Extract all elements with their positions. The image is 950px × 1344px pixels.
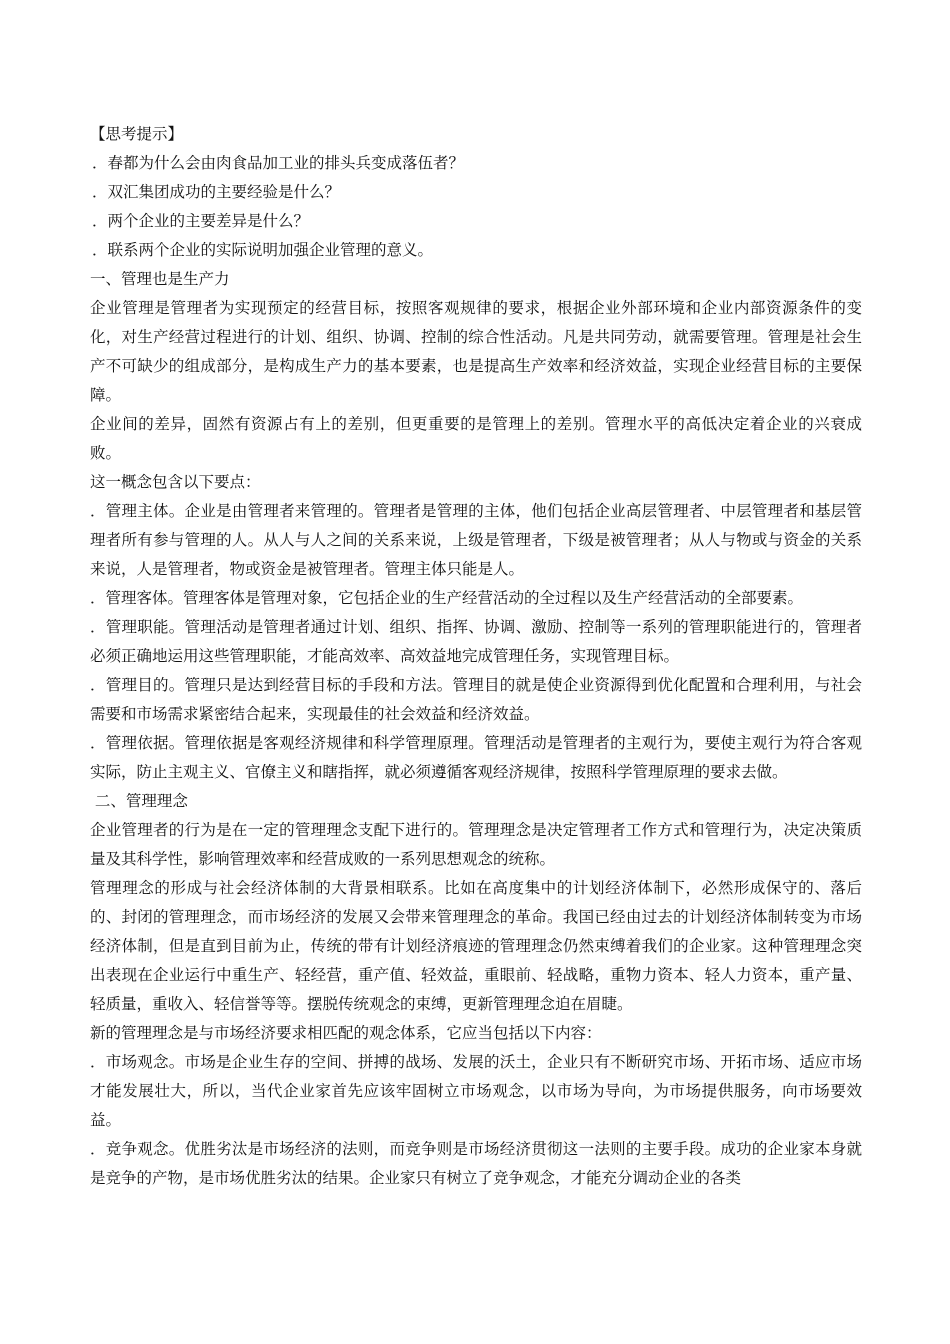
section1-point-4: ．管理目的。管理只是达到经营目标的手段和方法。管理目的就是使企业资源得到优化配置和合理利用，与社会需要和市场需求紧密结合起来，实现最佳的社会效益和经济效益。 [90, 676, 862, 723]
section2-paragraph-2: 管理理念的形成与社会经济体制的大背景相联系。比如在高度集中的计划经济体制下，必然形成保守的、落后的、封闭的管理理念，而市场经济的发展又会带来管理理念的革命。我国已经由过去的计划经济体制转变为市场经济体制，但是直到目前为止，传统的带有计划经济痕迹的管理理念仍然束缚着我们的企业家。这种管理理念突出表现在企业运行中重生产、轻经营，重产值、轻效益，重眼前、轻战略，重物力资本、轻人力资本，重产量、轻质量，重收入、轻信誉等等。摆脱传统观念的束缚，更新管理理念迫在眉睫。 [90, 879, 862, 1013]
document-page [90, 120, 862, 1193]
section2-point-1: ．市场观念。市场是企业生存的空间、拼搏的战场、发展的沃土，企业只有不断研究市场、开拓市场、适应市场才能发展壮大，所以，当代企业家首先应该牢固树立市场观念，以市场为导向，为市场提供服务，向市场要效益。 [90, 1053, 862, 1129]
section1-paragraph-1: 企业管理是管理者为实现预定的经营目标，按照客观规律的要求，根据企业外部环境和企业内部资源条件的变化，对生产经营过程进行的计划、组织、协调、控制的综合性活动。凡是共同劳动，就需要管理。管理是社会生产不可缺少的组成部分，是构成生产力的基本要素，也是提高生产效率和经济效益，实现企业经营目标的主要保障。 [90, 299, 862, 404]
section1-point-3: ．管理职能。管理活动是管理者通过计划、组织、指挥、协调、激励、控制等一系列的管理职能进行的，管理者必须正确地运用这些管理职能，才能高效率、高效益地完成管理任务，实现管理目标。 [90, 618, 862, 665]
section2-point-2: ．竞争观念。优胜劣汰是市场经济的法则，而竞争则是市场经济贯彻这一法则的主要手段。成功的企业家本身就是竞争的产物，是市场优胜劣汰的结果。企业家只有树立了竞争观念，才能充分调动企业的各类 [90, 1140, 862, 1187]
section1-heading: 一、管理也是生产力 [90, 270, 230, 288]
section1-paragraph-3: 这一概念包含以下要点： [90, 473, 261, 491]
section1-point-1: ．管理主体。企业是由管理者来管理的。管理者是管理的主体，他们包括企业高层管理者、中层管理者和基层管理者所有参与管理的人。从人与人之间的关系来说，上级是管理者，下级是被管理者；从人与物或与资金的关系来说，人是管理者，物或资金是被管理者。管理主体只能是人。 [90, 502, 862, 578]
section2-paragraph-1: 企业管理者的行为是在一定的管理理念支配下进行的。管理理念是决定管理者工作方式和管理行为，决定决策质量及其科学性，影响管理效率和经营成败的一系列思想观念的统称。 [90, 821, 862, 868]
hint-item-3: ．两个企业的主要差异是什么？ [92, 212, 310, 230]
section2-heading: 二、管理理念 [90, 792, 188, 810]
section1-paragraph-2: 企业间的差异，固然有资源占有上的差别，但更重要的是管理上的差别。管理水平的高低决定着企业的兴衰成败。 [90, 415, 862, 462]
section1-point-5: ．管理依据。管理依据是客观经济规律和科学管理原理。管理活动是管理者的主观行为，要使主观行为符合客观实际，防止主观主义、官僚主义和瞎指挥，就必须遵循客观经济规律，按照科学管理原理的要求去做。 [90, 734, 862, 781]
hint-item-1: ．春都为什么会由肉食品加工业的排头兵变成落伍者？ [92, 154, 465, 172]
section1-point-2: ．管理客体。管理客体是管理对象，它包括企业的生产经营活动的全过程以及生产经营活动的全部要素。 [90, 589, 804, 607]
hint-item-2: ．双汇集团成功的主要经验是什么？ [92, 183, 341, 201]
hint-item-4: ．联系两个企业的实际说明加强企业管理的意义。 [92, 241, 434, 259]
hints-title: 【思考提示】 [90, 125, 184, 143]
section2-paragraph-3: 新的管理理念是与市场经济要求相匹配的观念体系，它应当包括以下内容： [90, 1024, 602, 1042]
